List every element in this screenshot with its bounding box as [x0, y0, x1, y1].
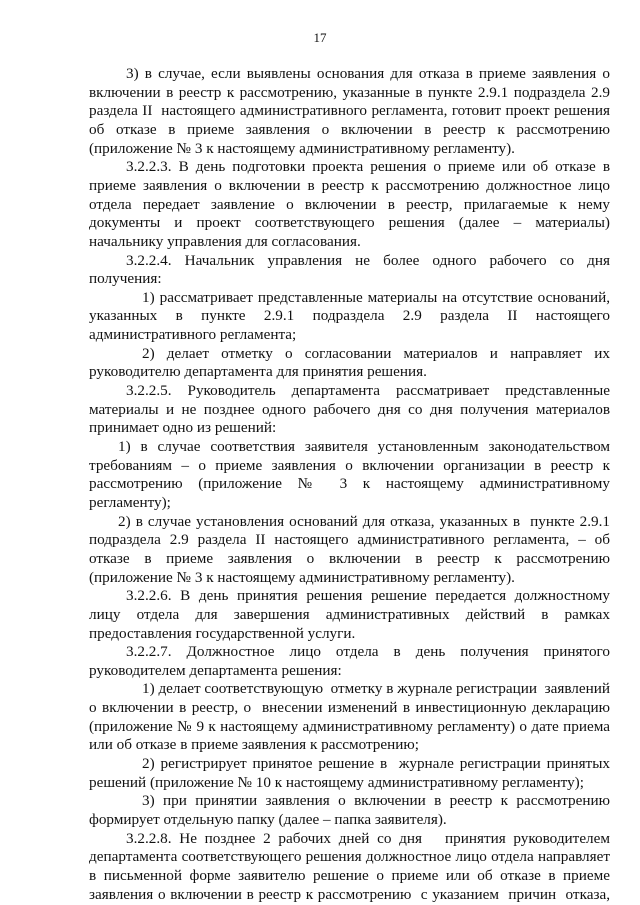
- text-line: 3) в случае, если выявлены основания для отказа в приеме заявления о: [126, 65, 610, 82]
- text-line: руководителю департамента для принятия решения.: [89, 363, 427, 381]
- text-line: 3) при принятии заявления о включении в реестр к рассмотрению: [142, 792, 610, 810]
- text-line: департамента соответствующего решения должностное лицо отдела направляет: [89, 848, 610, 866]
- text-line: указанных в пункте 2.9.1 подраздела 2.9 раздела II настоящего: [89, 307, 610, 325]
- text-line: 3.2.2.8. Не позднее 2 рабочих дней со дня принятия руководителем: [126, 829, 610, 847]
- text-line: регламенту);: [89, 493, 171, 511]
- text-line: документы и проект соответствующего решения (далее – материалы): [89, 214, 610, 232]
- text-line: приеме заявления о включении в реестр к рассмотрению должностное лицо: [89, 176, 610, 194]
- text-line: (приложение № 3 к настоящему административному регламенту).: [89, 568, 515, 586]
- text-line: о включении в реестр, о внесении изменений в инвестиционную декларацию: [89, 699, 610, 717]
- text-line: 1) в случае соответствия заявителя установленным законодательством: [118, 438, 610, 455]
- text-line: лицу отдела для завершения административных действий в рамках: [89, 605, 610, 623]
- text-line: (приложение № 9 к настоящему административному регламенту) о дате приема: [89, 717, 610, 735]
- text-line: 1) рассматривает представленные материалы на отсутствие оснований,: [142, 288, 610, 306]
- text-line: 3.2.2.6. В день принятия решения решение передается должностному: [126, 587, 610, 605]
- text-line: (приложение № 3 к настоящему административному регламенту).: [89, 139, 515, 157]
- text-line: отдела передает заявление о включении в реестр, прилагаемые к нему: [89, 195, 610, 213]
- text-line: требованиям – о приеме заявления о включении организации в реестр к: [89, 456, 610, 474]
- text-line: предоставления государственной услуги.: [89, 624, 356, 642]
- page-number: 17: [313, 30, 327, 45]
- text-line: подраздела 2.9 раздела II настоящего административного регламента, – об: [89, 531, 610, 549]
- text-line: заявления о включении в реестр к рассмотрению с указанием причин отказа,: [89, 885, 610, 903]
- text-line: решений (приложение № 10 к настоящему административному регламенту);: [89, 773, 584, 791]
- text-line: формирует отдельную папку (далее – папка заявителя).: [89, 811, 447, 828]
- text-line: 3.2.2.7. Должностное лицо отдела в день получения принятого: [126, 643, 610, 661]
- text-line: 3.2.2.3. В день подготовки проекта решения о приеме или об отказе в: [126, 158, 610, 176]
- text-line: 1) делает соответствующую отметку в журнале регистрации заявлений: [142, 680, 610, 698]
- text-line: 2) делает отметку о согласовании материалов и направляет их: [142, 344, 610, 362]
- text-line: получения:: [89, 270, 162, 288]
- text-line: материалы и не позднее одного рабочего дня со дня получения материалов: [89, 400, 610, 418]
- text-line: 3.2.2.5. Руководитель департамента рассматривает представленные: [126, 382, 610, 400]
- text-line: принимает одно из решений:: [89, 419, 277, 437]
- text-line: 2) регистрирует принятое решение в журнале регистрации принятых: [142, 755, 610, 773]
- text-line: в письменной форме заявителю решение о приеме или об отказе в приеме: [89, 866, 610, 884]
- text-line: отказе в приеме заявления о включении в реестр к рассмотрению: [89, 549, 610, 567]
- text-line: рассмотрению (приложение № 3 к настоящему административному: [89, 475, 610, 493]
- text-line: 2) в случае установления оснований для отказа, указанных в пункте 2.9.1: [118, 512, 610, 530]
- text-line: об отказе в приеме заявления о включении в реестр к рассмотрению: [89, 120, 610, 138]
- text-line: административного регламента;: [89, 326, 297, 344]
- text-line: руководителем департамента решения:: [89, 661, 342, 679]
- text-line: раздела II настоящего административного регламента, готовит проект решения: [89, 102, 610, 120]
- text-line: включении в реестр к рассмотрению, указанные в пункте 2.9.1 подраздела 2.9: [89, 83, 610, 101]
- text-line: начальнику управления для согласования.: [89, 232, 361, 250]
- text-line: 3.2.2.4. Начальник управления не более одного рабочего со дня: [126, 251, 610, 269]
- text-line: или об отказе в приеме заявления к рассмотрению;: [89, 736, 419, 754]
